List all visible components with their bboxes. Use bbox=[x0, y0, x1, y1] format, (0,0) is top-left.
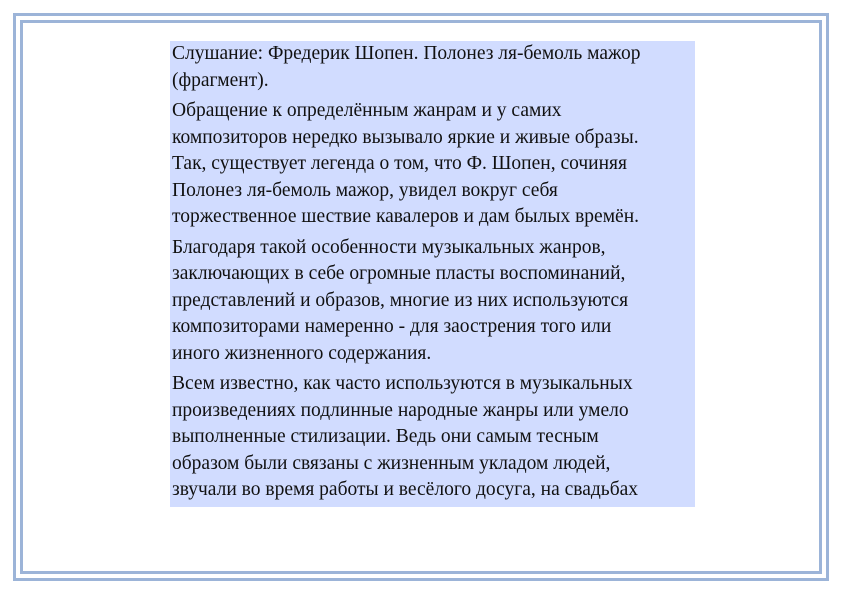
text-block bbox=[170, 41, 695, 507]
text-line: произведениях подлинные народные жанры или умело bbox=[172, 399, 629, 421]
text-line: Так, существует легенда о том, что Ф. Шопен, сочиняя bbox=[172, 153, 627, 174]
text-line: выполненные стилизации. Ведь они самым тесным bbox=[172, 426, 599, 447]
text-line: Обращение к определённым жанрам и у самих bbox=[172, 100, 562, 121]
text-line: звучали во время работы и весёлого досуга, на свадьбах bbox=[172, 479, 639, 500]
paragraph-genre-features bbox=[172, 235, 695, 368]
text-line: Всем известно, как часто используются в музыкальных bbox=[172, 373, 633, 394]
text-line: иного жизненного содержания. bbox=[172, 342, 432, 364]
paragraph-folk-genres bbox=[172, 371, 695, 504]
text-line: Слушание: Фредерик Шопен. Полонез ля-бемоль мажор bbox=[172, 43, 641, 64]
text-line: торжественное шествие кавалеров и дам былых времён. bbox=[172, 206, 640, 227]
text-line: образом были связаны с жизненным укладом людей, bbox=[172, 452, 611, 474]
text-line: композиторами намеренно - для заострения того или bbox=[172, 316, 612, 337]
text-line: Полонез ля-бемоль мажор, увидел вокруг себя bbox=[172, 179, 558, 201]
text-line: представлений и образов, многие из них используются bbox=[172, 289, 629, 311]
paragraph-listening-title bbox=[172, 41, 695, 94]
text-line: Благодаря такой особенности музыкальных жанров, bbox=[172, 236, 606, 258]
paragraph-genre-images bbox=[172, 98, 695, 231]
text-line: композиторов нередко вызывало яркие и живые образы. bbox=[172, 126, 639, 148]
text-line: заключающих в себе огромные пласты воспоминаний, bbox=[172, 263, 626, 284]
text-line: (фрагмент). bbox=[172, 69, 269, 91]
